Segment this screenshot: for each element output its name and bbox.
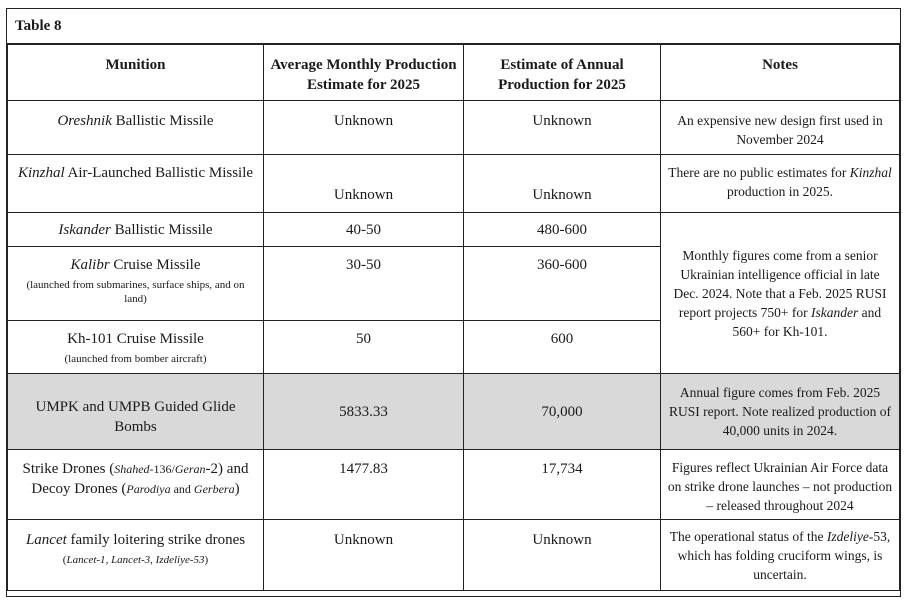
munition-cell: UMPK and UMPB Guided Glide Bombs [8, 374, 264, 450]
table-row [8, 520, 900, 591]
note-cell: There are no public estimates for Kinzhal production in 2025. [661, 155, 900, 213]
munition-cell: Strike Drones (Shahed-136/Geran-2) and Decoy Drones (Parodiya and Gerbera) [8, 450, 264, 520]
munition-cell: Lancet family loitering strike drones (Lancet-1, Lancet-3, Izdeliye-53) [8, 520, 264, 591]
monthly-cell: Unknown [264, 155, 464, 213]
production-table [7, 44, 900, 591]
monthly-cell: 30-50 [264, 247, 464, 321]
munition-cell: Iskander Ballistic Missile [8, 213, 264, 247]
annual-cell: 360-600 [464, 247, 661, 321]
annual-cell: 600 [464, 321, 661, 374]
monthly-cell: 1477.83 [264, 450, 464, 520]
annual-cell: 480-600 [464, 213, 661, 247]
header-monthly: Average Monthly Production Estimate for 2025 [264, 45, 464, 101]
table-frame [6, 8, 901, 597]
annual-cell: Unknown [464, 155, 661, 213]
header-munition: Munition [8, 45, 264, 101]
table-label: Table 8 [7, 9, 900, 44]
merged-note-cell: Monthly figures come from a senior Ukrainian intelligence official in late Dec. 2024. Note that a Feb. 2025 RUSI report projects 750+ for Iskander and 560+ for Kh-101. [661, 213, 900, 374]
munition-cell: Oreshnik Ballistic Missile [8, 101, 264, 155]
monthly-cell: 5833.33 [264, 374, 464, 450]
table-row [8, 450, 900, 520]
annual-cell: Unknown [464, 520, 661, 591]
table-row [8, 155, 900, 213]
note-cell: An expensive new design first used in November 2024 [661, 101, 900, 155]
table-row [8, 101, 900, 155]
monthly-cell: Unknown [264, 101, 464, 155]
munition-cell: Kh-101 Cruise Missile (launched from bomber aircraft) [8, 321, 264, 374]
header-notes: Notes [661, 45, 900, 101]
note-cell: Figures reflect Ukrainian Air Force data on strike drone launches – not production – released throughout 2024 [661, 450, 900, 520]
annual-cell: Unknown [464, 101, 661, 155]
annual-cell: 70,000 [464, 374, 661, 450]
note-cell: The operational status of the Izdeliye-53, which has folding cruciform wings, is uncertain. [661, 520, 900, 591]
note-cell: Annual figure comes from Feb. 2025 RUSI report. Note realized production of 40,000 units in 2024. [661, 374, 900, 450]
header-row [8, 45, 900, 101]
munition-cell: Kalibr Cruise Missile (launched from submarines, surface ships, and on land) [8, 247, 264, 321]
monthly-cell: Unknown [264, 520, 464, 591]
table-row [8, 213, 900, 247]
table-row [8, 374, 900, 450]
monthly-cell: 50 [264, 321, 464, 374]
monthly-cell: 40-50 [264, 213, 464, 247]
munition-cell: Kinzhal Air-Launched Ballistic Missile [8, 155, 264, 213]
annual-cell: 17,734 [464, 450, 661, 520]
header-annual: Estimate of Annual Production for 2025 [464, 45, 661, 101]
